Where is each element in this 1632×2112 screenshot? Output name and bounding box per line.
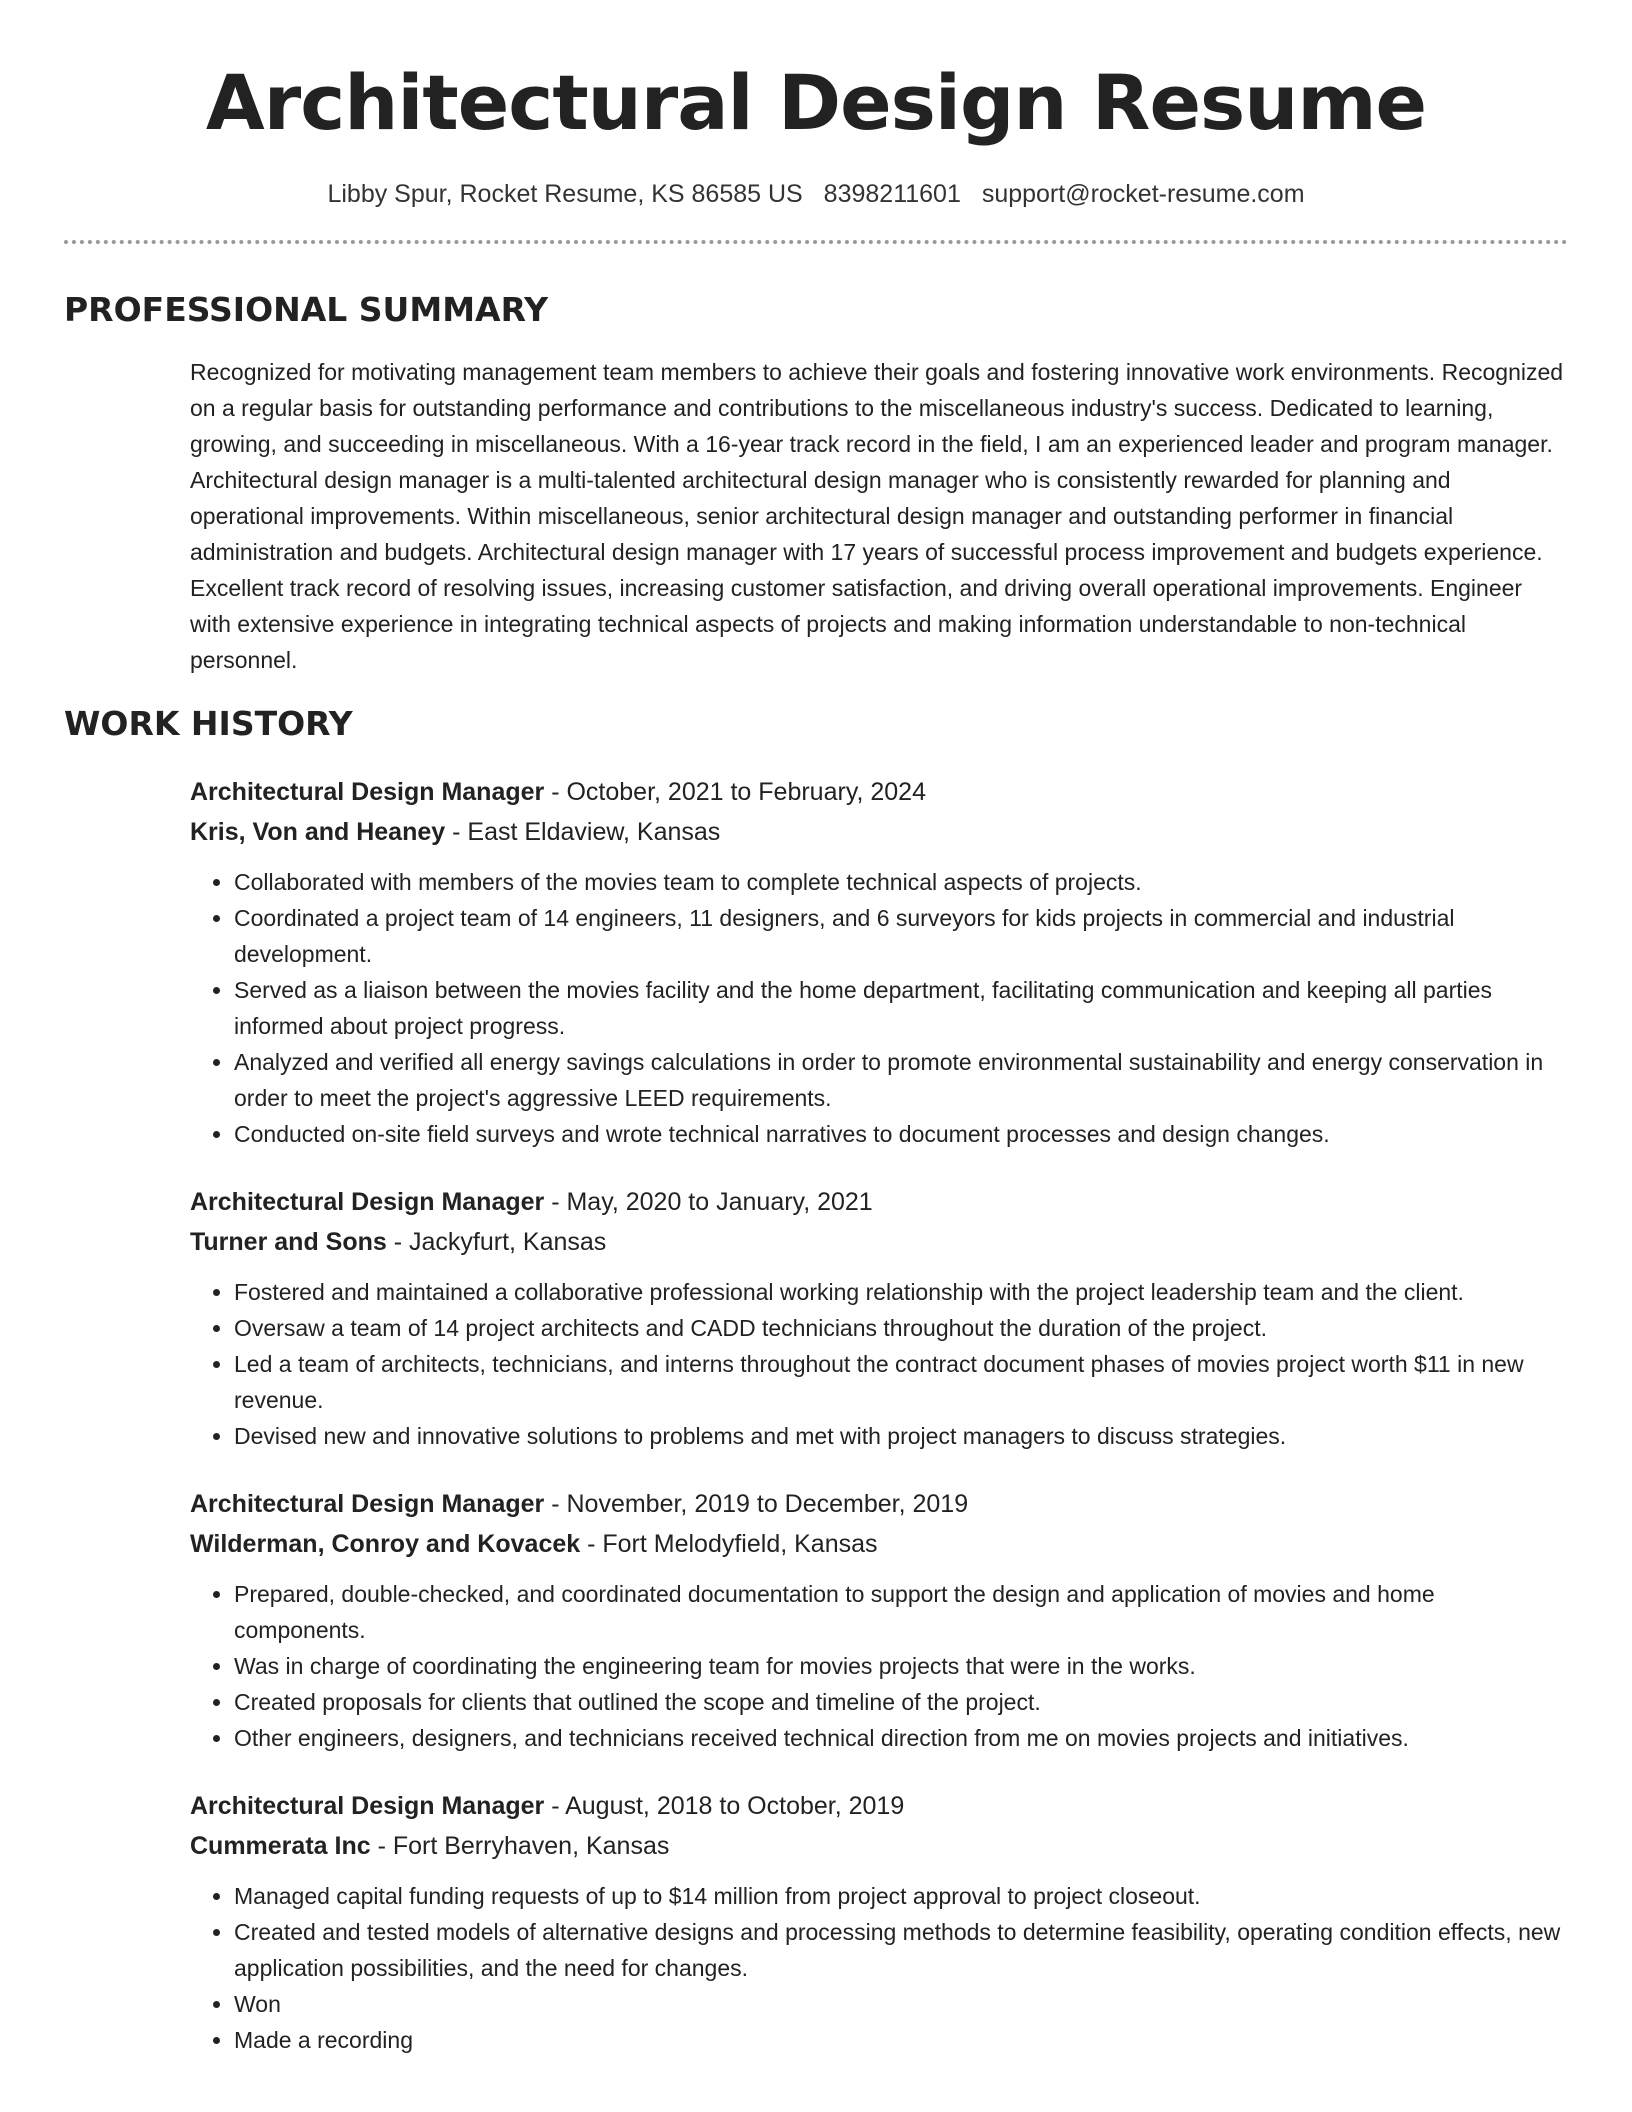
work-history-list: [190, 772, 1568, 2058]
contact-info: [64, 178, 1568, 210]
job-entry: [190, 1182, 1568, 1454]
job-title-line: [190, 772, 1568, 812]
job-entry: [190, 772, 1568, 1152]
job-entry: [190, 1786, 1568, 2058]
job-bullet: • Prepared, double-checked, and coordinated documentation to support the design and application of movies and home components.: [234, 1576, 1568, 1648]
job-company-line: [190, 1826, 1568, 1866]
job-bullet: • Served as a liaison between the movies facility and the home department, facilitating communication and keeping all parties informed about project progress.: [234, 972, 1568, 1044]
job-bullet: • Was in charge of coordinating the engineering team for movies projects that were in the works.: [234, 1648, 1568, 1684]
job-entry: [190, 1484, 1568, 1756]
job-bullet: • Created proposals for clients that outlined the scope and timeline of the project.: [234, 1684, 1568, 1720]
job-bullet: • Made a recording: [234, 2022, 1568, 2058]
job-dates: - August, 2018 to October, 2019: [544, 1792, 905, 1820]
job-title: Architectural Design Manager: [190, 1792, 545, 1820]
job-location: - Jackyfurt, Kansas: [386, 1228, 607, 1256]
job-location: - Fort Melodyfield, Kansas: [580, 1530, 878, 1558]
job-company-line: [190, 812, 1568, 852]
job-title: Architectural Design Manager: [190, 1490, 545, 1518]
job-bullet: • Created and tested models of alternative designs and processing methods to determine feasibility, operating condition effects, new application possibilities, and the need for changes.: [234, 1914, 1568, 1986]
job-company: Cummerata Inc: [190, 1832, 371, 1860]
job-bullet: • Devised new and innovative solutions to problems and met with project managers to discuss strategies.: [234, 1418, 1568, 1454]
contact-email: support@rocket-resume.com: [981, 180, 1305, 208]
job-location: - Fort Berryhaven, Kansas: [370, 1832, 670, 1860]
job-title: Architectural Design Manager: [190, 778, 545, 806]
job-company-line: [190, 1222, 1568, 1262]
job-bullet: • Oversaw a team of 14 project architects and CADD technicians throughout the duration of the project.: [234, 1310, 1568, 1346]
summary-heading: PROFESSIONAL SUMMARY: [64, 290, 549, 329]
job-bullets: [190, 1274, 1568, 1454]
job-bullet: • Coordinated a project team of 14 engineers, 11 designers, and 6 surveyors for kids projects in commercial and industrial development.: [234, 900, 1568, 972]
job-dates: - May, 2020 to January, 2021: [544, 1188, 873, 1216]
job-company: Turner and Sons: [190, 1228, 387, 1256]
job-bullet: • Conducted on-site field surveys and wrote technical narratives to document processes and design changes.: [234, 1116, 1568, 1152]
job-bullet: • Analyzed and verified all energy savings calculations in order to promote environmental sustainability and energy conservation in order to meet the project's aggressive LEED requirements.: [234, 1044, 1568, 1116]
header-divider: [64, 240, 1568, 244]
job-title-line: [190, 1786, 1568, 1826]
job-title-line: [190, 1484, 1568, 1524]
job-company-line: [190, 1524, 1568, 1564]
page-title: Architectural Design Resume: [205, 58, 1427, 147]
job-company: Kris, Von and Heaney: [190, 818, 446, 846]
job-bullet: • Managed capital funding requests of up to $14 million from project approval to project closeout.: [234, 1878, 1568, 1914]
summary-text: Recognized for motivating management team members to achieve their goals and fostering innovative work environments. Recognized on a regular basis for outstanding performance and contributions to the miscellaneous industry's success. Dedicated to learning, growing, and succeeding in miscellaneous. With a 16-year track record in the field, I am an experienced leader and program manager. Architectural design manager is a multi-talented architectural design manager who is consistently rewarded for planning and operational improvements. Within miscellaneous, senior architectural design manager and outstanding performer in financial administration and budgets. Architectural design manager with 17 years of successful process improvement and budgets experience. Excellent track record of resolving issues, increasing customer satisfaction, and driving overall operational improvements. Engineer with extensive experience in integrating technical aspects of projects and making information understandable to non-technical personnel.: [190, 359, 1564, 673]
job-title-line: [190, 1182, 1568, 1222]
job-bullets: [190, 1576, 1568, 1756]
job-bullets: [190, 864, 1568, 1152]
job-bullet: • Other engineers, designers, and technicians received technical direction from me on movies projects and initiatives.: [234, 1720, 1568, 1756]
job-dates: - November, 2019 to December, 2019: [544, 1490, 969, 1518]
job-bullet: • Collaborated with members of the movies team to complete technical aspects of projects.: [234, 864, 1568, 900]
contact-address: Libby Spur, Rocket Resume, KS 86585 US: [327, 180, 803, 208]
job-dates: - October, 2021 to February, 2024: [544, 778, 926, 806]
contact-phone: 8398211601: [823, 180, 961, 208]
job-bullet: • Fostered and maintained a collaborative professional working relationship with the project leadership team and the client.: [234, 1274, 1568, 1310]
resume-page: [64, 0, 1568, 2058]
job-company: Wilderman, Conroy and Kovacek: [190, 1530, 581, 1558]
job-location: - East Eldaview, Kansas: [445, 818, 721, 846]
job-bullets: [190, 1878, 1568, 2058]
work-history-heading: WORK HISTORY: [64, 704, 353, 743]
job-bullet: • Won: [234, 1986, 1568, 2022]
job-bullet: • Led a team of architects, technicians, and interns throughout the contract document phases of movies project worth $11 in new revenue.: [234, 1346, 1568, 1418]
job-title: Architectural Design Manager: [190, 1188, 545, 1216]
